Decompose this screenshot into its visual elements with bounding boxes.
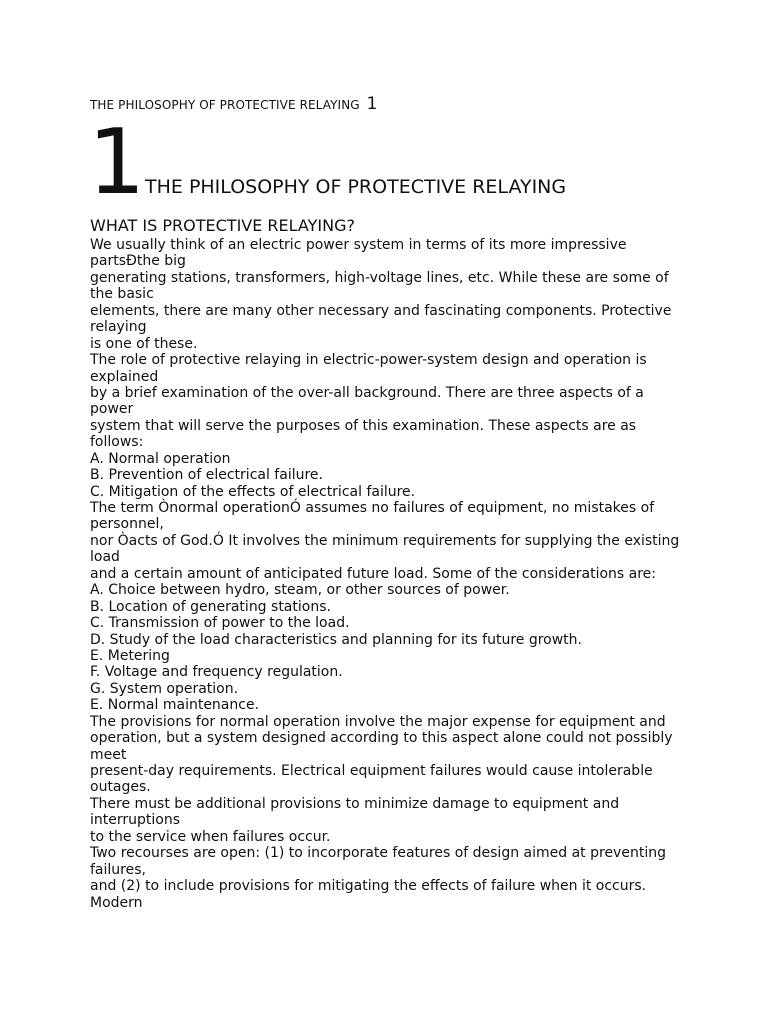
body-line: generating stations, transformers, high-voltage lines, etc. While these are some of xyxy=(90,269,669,286)
body-line: explained xyxy=(90,368,159,385)
body-line: and a certain amount of anticipated future load. Some of the considerations are: xyxy=(90,565,656,582)
body-line: failures, xyxy=(90,861,146,878)
body-line: The role of protective relaying in electric-power-system design and operation is xyxy=(90,352,647,369)
body-line: personnel, xyxy=(90,516,164,533)
body-line: interruptions xyxy=(90,812,181,829)
body-line: B. Location of generating stations. xyxy=(90,598,331,615)
body-line: Modern xyxy=(90,894,143,911)
body-line: load xyxy=(90,549,120,566)
chapter-heading xyxy=(88,110,728,215)
body-line: The term Ònormal operationÓ assumes no failures of equipment, no mistakes of xyxy=(90,500,655,516)
body-line: outages. xyxy=(90,779,151,796)
running-header-page-number: 1 xyxy=(366,94,378,114)
body-line: operation, but a system designed according to this aspect alone could not possibly xyxy=(90,730,673,747)
body-line: A. Normal operation xyxy=(90,450,231,467)
chapter-title: THE PHILOSOPHY OF PROTECTIVE RELAYING xyxy=(145,176,567,198)
body-line: nor Òacts of God.Ó It involves the minimum requirements for supplying the existing xyxy=(90,532,680,549)
body-line: the basic xyxy=(90,286,154,303)
body-line: There must be additional provisions to minimize damage to equipment and xyxy=(90,795,620,812)
body-line: present-day requirements. Electrical equipment failures would cause intolerable xyxy=(90,763,653,779)
body-line: E. Metering xyxy=(90,647,170,664)
body-line: is one of these. xyxy=(90,335,198,352)
body-text xyxy=(90,237,690,911)
body-line: and (2) to include provisions for mitigating the effects of failure when it occurs. xyxy=(90,878,647,895)
body-line: follows: xyxy=(90,434,144,451)
body-line: The provisions for normal operation involve the major expense for equipment and xyxy=(90,713,666,730)
body-line: We usually think of an electric power system in terms of its more impressive xyxy=(90,237,627,253)
body-line: E. Normal maintenance. xyxy=(90,697,260,714)
body-line: F. Voltage and frequency regulation. xyxy=(90,664,343,681)
body-line: elements, there are many other necessary and fascinating components. Protective xyxy=(90,302,672,319)
body-line: D. Study of the load characteristics and planning for its future growth. xyxy=(90,631,582,648)
body-line: power xyxy=(90,401,134,418)
body-line: to the service when failures occur. xyxy=(90,828,331,845)
body-line: A. Choice between hydro, steam, or other sources of power. xyxy=(90,582,510,599)
body-line: system that will serve the purposes of this examination. These aspects are as xyxy=(90,417,637,434)
body-line: meet xyxy=(90,746,127,763)
body-line: Two recourses are open: (1) to incorporate features of design aimed at preventing xyxy=(90,845,666,862)
section-heading: WHAT IS PROTECTIVE RELAYING? xyxy=(90,216,355,235)
running-header-title: THE PHILOSOPHY OF PROTECTIVE RELAYING xyxy=(90,98,360,112)
body-line: C. Transmission of power to the load. xyxy=(90,615,350,632)
body-line: B. Prevention of electrical failure. xyxy=(90,467,323,484)
body-line: C. Mitigation of the effects of electrical failure. xyxy=(90,483,416,500)
body-line: relaying xyxy=(90,319,147,336)
body-line: G. System operation. xyxy=(90,680,239,697)
body-line: partsÐthe big xyxy=(90,253,186,270)
body-line: by a brief examination of the over-all background. There are three aspects of a xyxy=(90,384,644,401)
chapter-number: 1 xyxy=(88,110,146,215)
